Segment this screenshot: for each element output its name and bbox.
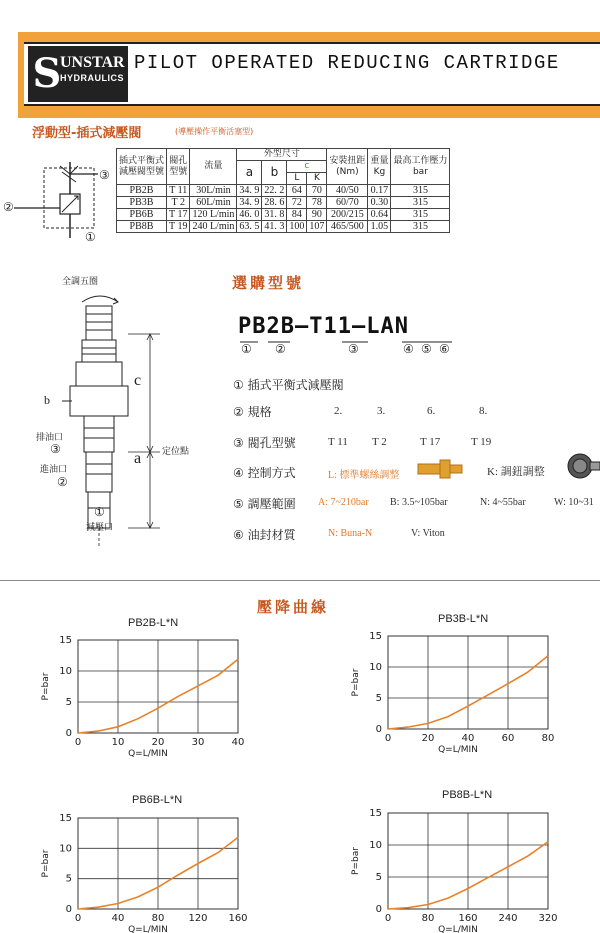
option-num: ③ bbox=[233, 436, 244, 450]
x-tick-label: 160 bbox=[228, 913, 248, 924]
chart-pb8b bbox=[348, 805, 563, 933]
logo-letter: S bbox=[32, 50, 62, 97]
locate-point-label: 定位點 bbox=[162, 447, 190, 457]
cell-weight: 0.17 bbox=[368, 185, 391, 197]
code-mark-4: ④ bbox=[403, 342, 414, 356]
table-row bbox=[117, 185, 450, 197]
cell-flow: 240 L/min bbox=[190, 221, 237, 233]
x-tick-label: 0 bbox=[74, 913, 82, 924]
chart-pb2b bbox=[38, 632, 253, 757]
y-tick-label: 10 bbox=[369, 662, 382, 673]
cell-pressure: 315 bbox=[391, 221, 450, 233]
control-option-k: K: 調鈕調整 bbox=[487, 466, 545, 478]
option-label: 油封材質 bbox=[247, 528, 296, 542]
y-tick-label: 15 bbox=[369, 631, 382, 642]
y-tick-label: 0 bbox=[65, 728, 72, 739]
y-axis-label: P=bar bbox=[41, 672, 51, 701]
control-option-l: L: 標準螺絲調整 bbox=[328, 470, 400, 481]
option-row-5 bbox=[233, 495, 296, 512]
cell-a: 34. 9 bbox=[237, 185, 262, 197]
cell-pressure: 315 bbox=[391, 185, 450, 197]
cell-flow: 120 L/min bbox=[190, 209, 237, 221]
cell-b: 31. 8 bbox=[262, 209, 287, 221]
th-L: L bbox=[287, 173, 307, 185]
th-weight: 重量 Kg bbox=[368, 149, 391, 185]
cell-flow: 60L/min bbox=[190, 197, 237, 209]
cell-flow: 30L/min bbox=[190, 185, 237, 197]
cell-L: 64 bbox=[287, 185, 307, 197]
cell-model: PB8B bbox=[117, 221, 167, 233]
y-tick-label: 15 bbox=[59, 635, 72, 646]
x-tick-label: 0 bbox=[384, 913, 392, 924]
x-tick-label: 320 bbox=[538, 913, 558, 924]
curves-title: 壓降曲線 bbox=[257, 598, 330, 616]
cell-model: PB3B bbox=[117, 197, 167, 209]
size-value: 8. bbox=[479, 405, 488, 417]
y-axis-label: P=bar bbox=[351, 847, 361, 875]
drawing-top-label: 全調五圈 bbox=[62, 277, 99, 287]
y-tick-label: 15 bbox=[59, 813, 72, 824]
option-label: 控制方式 bbox=[247, 466, 296, 480]
x-tick-label: 0 bbox=[74, 737, 82, 748]
seal-option-n: N: Buna-N bbox=[328, 528, 373, 539]
th-c: c bbox=[287, 161, 327, 173]
chart-pb6b bbox=[38, 810, 253, 933]
x-axis-label: Q=L/MIN bbox=[438, 925, 478, 933]
chart-title-pb2b: PB2B-L*N bbox=[128, 617, 179, 629]
option-row-3 bbox=[233, 434, 296, 451]
chart-title-pb6b: PB6B-L*N bbox=[132, 794, 183, 806]
option-num: ② bbox=[233, 405, 244, 419]
x-tick-label: 80 bbox=[421, 913, 435, 924]
x-tick-label: 0 bbox=[384, 733, 392, 744]
logo-subtitle: HYDRAULICS bbox=[60, 73, 125, 83]
cell-b: 28. 6 bbox=[262, 197, 287, 209]
drain-port-label: 排油口 bbox=[36, 433, 64, 443]
option-num: ④ bbox=[233, 466, 244, 480]
option-row-6 bbox=[233, 526, 296, 543]
x-tick-label: 20 bbox=[421, 733, 435, 744]
y-tick-label: 10 bbox=[369, 840, 382, 851]
x-tick-label: 10 bbox=[111, 737, 125, 748]
size-value: 6. bbox=[427, 405, 436, 417]
range-option-b: B: 3.5~105bar bbox=[390, 497, 448, 508]
table-row bbox=[117, 197, 450, 209]
th-model: 插式平衡式 減壓閥型號 bbox=[117, 149, 167, 185]
section-title: 浮動型-插式減壓閥 bbox=[32, 126, 142, 141]
cell-weight: 1.05 bbox=[368, 221, 391, 233]
th-a: a bbox=[237, 161, 262, 185]
th-K: K bbox=[307, 173, 327, 185]
cell-K: 90 bbox=[307, 209, 327, 221]
option-label: 規格 bbox=[247, 405, 272, 419]
knob-adjust-icon bbox=[562, 452, 600, 480]
size-value: 3. bbox=[377, 405, 386, 417]
outlet-port-num: ① bbox=[94, 505, 105, 519]
cell-torque: 200/215 bbox=[327, 209, 368, 221]
cell-torque: 465/500 bbox=[327, 221, 368, 233]
cavity-value: T 2 bbox=[372, 436, 387, 448]
option-label: 調壓範圍 bbox=[247, 497, 296, 511]
port-label-2: ② bbox=[3, 200, 14, 214]
cell-K: 78 bbox=[307, 197, 327, 209]
option-label: 插式平衡式減壓閥 bbox=[247, 378, 344, 392]
cell-L: 84 bbox=[287, 209, 307, 221]
ordering-title: 選購型號 bbox=[232, 274, 305, 292]
y-tick-label: 5 bbox=[65, 697, 72, 708]
dim-c-label: c bbox=[134, 372, 142, 389]
range-option-w: W: 10~31 bbox=[554, 497, 594, 508]
y-tick-label: 10 bbox=[59, 666, 72, 677]
th-cavity: 閥孔 型號 bbox=[167, 149, 190, 185]
x-axis-label: Q=L/MIN bbox=[438, 745, 478, 753]
cell-torque: 60/70 bbox=[327, 197, 368, 209]
cell-cavity: T 11 bbox=[167, 185, 190, 197]
option-row-4 bbox=[233, 464, 296, 481]
th-dims: 外型尺寸 bbox=[237, 149, 327, 161]
y-axis-label: P=bar bbox=[351, 668, 361, 697]
y-tick-label: 5 bbox=[375, 872, 382, 883]
model-code: PB2B—T11—LAN bbox=[238, 314, 409, 339]
seal-option-v: V: Viton bbox=[411, 528, 445, 539]
code-mark-6: ⑥ bbox=[439, 342, 450, 356]
range-option-n: N: 4~55bar bbox=[480, 497, 526, 508]
cell-pressure: 315 bbox=[391, 197, 450, 209]
option-row-2 bbox=[233, 403, 272, 420]
option-row-1 bbox=[233, 376, 344, 393]
code-mark-5: ⑤ bbox=[421, 342, 432, 356]
outlet-port-label: 減壓口 bbox=[86, 523, 114, 533]
cell-torque: 40/50 bbox=[327, 185, 368, 197]
chart-title-pb8b: PB8B-L*N bbox=[442, 789, 493, 801]
cell-K: 107 bbox=[307, 221, 327, 233]
cell-K: 70 bbox=[307, 185, 327, 197]
cell-a: 46. 0 bbox=[237, 209, 262, 221]
x-tick-label: 30 bbox=[191, 737, 205, 748]
y-tick-label: 0 bbox=[375, 724, 382, 735]
code-mark-2: ② bbox=[275, 342, 286, 356]
x-tick-label: 160 bbox=[458, 913, 478, 924]
x-tick-label: 40 bbox=[111, 913, 125, 924]
cartridge-drawing bbox=[0, 270, 230, 580]
table-row bbox=[117, 209, 450, 221]
y-tick-label: 0 bbox=[375, 904, 382, 915]
size-value: 2. bbox=[334, 405, 343, 417]
y-tick-label: 5 bbox=[65, 873, 72, 885]
cell-a: 34. 9 bbox=[237, 197, 262, 209]
th-pressure: 最高工作壓力 bar bbox=[391, 149, 450, 185]
inlet-port-label: 進油口 bbox=[40, 465, 68, 475]
cell-b: 41. 3 bbox=[262, 221, 287, 233]
x-axis-label: Q=L/MIN bbox=[128, 925, 168, 933]
x-tick-label: 80 bbox=[541, 733, 555, 744]
screw-adjust-icon bbox=[416, 458, 464, 480]
x-tick-label: 120 bbox=[188, 913, 208, 924]
chart-pb3b bbox=[348, 628, 563, 753]
x-tick-label: 80 bbox=[151, 913, 165, 924]
page-title: PILOT OPERATED REDUCING CARTRIDGE bbox=[134, 52, 560, 74]
cell-a: 63. 5 bbox=[237, 221, 262, 233]
inlet-port-num: ② bbox=[57, 475, 68, 489]
spec-table bbox=[116, 148, 450, 233]
cell-weight: 0.64 bbox=[368, 209, 391, 221]
logo-name: UNSTAR bbox=[60, 54, 125, 71]
cell-b: 22. 2 bbox=[262, 185, 287, 197]
x-tick-label: 60 bbox=[501, 733, 515, 744]
th-b: b bbox=[262, 161, 287, 185]
y-tick-label: 10 bbox=[59, 843, 72, 855]
th-flow: 流量 bbox=[190, 149, 237, 185]
divider bbox=[0, 580, 600, 581]
drain-port-num: ③ bbox=[50, 442, 61, 456]
port-label-1: ① bbox=[85, 230, 96, 244]
cavity-value: T 17 bbox=[420, 436, 441, 448]
cavity-value: T 19 bbox=[471, 436, 492, 448]
y-tick-label: 15 bbox=[369, 808, 382, 819]
cell-weight: 0.30 bbox=[368, 197, 391, 209]
chart-title-pb3b: PB3B-L*N bbox=[438, 613, 489, 625]
section-subtitle: (導壓操作平衡活塞型) bbox=[175, 127, 254, 136]
th-torque: 安裝扭距 (Nm) bbox=[327, 149, 368, 185]
option-num: ① bbox=[233, 378, 244, 392]
cavity-value: T 11 bbox=[328, 436, 348, 448]
range-option-a: A: 7~210bar bbox=[318, 497, 369, 508]
cell-cavity: T 19 bbox=[167, 221, 190, 233]
code-mark-3: ③ bbox=[348, 342, 359, 356]
table-row bbox=[117, 221, 450, 233]
y-tick-label: 0 bbox=[65, 904, 72, 915]
option-label: 閥孔型號 bbox=[247, 436, 296, 450]
x-tick-label: 40 bbox=[461, 733, 475, 744]
option-num: ⑤ bbox=[233, 497, 244, 511]
x-tick-label: 40 bbox=[231, 737, 245, 748]
cell-cavity: T 17 bbox=[167, 209, 190, 221]
dim-a-label: a bbox=[134, 450, 142, 467]
y-axis-label: P=bar bbox=[41, 849, 51, 878]
option-num: ⑥ bbox=[233, 528, 244, 542]
cell-cavity: T 2 bbox=[167, 197, 190, 209]
cell-model: PB6B bbox=[117, 209, 167, 221]
code-mark-1: ① bbox=[241, 342, 252, 356]
cell-L: 100 bbox=[287, 221, 307, 233]
x-tick-label: 20 bbox=[151, 737, 165, 748]
y-tick-label: 5 bbox=[375, 693, 382, 704]
x-axis-label: Q=L/MIN bbox=[128, 749, 168, 757]
x-tick-label: 240 bbox=[498, 913, 518, 924]
cell-model: PB2B bbox=[117, 185, 167, 197]
port-label-3: ③ bbox=[99, 168, 110, 182]
cell-pressure: 315 bbox=[391, 209, 450, 221]
cell-L: 72 bbox=[287, 197, 307, 209]
dim-b-label: b bbox=[44, 393, 50, 407]
